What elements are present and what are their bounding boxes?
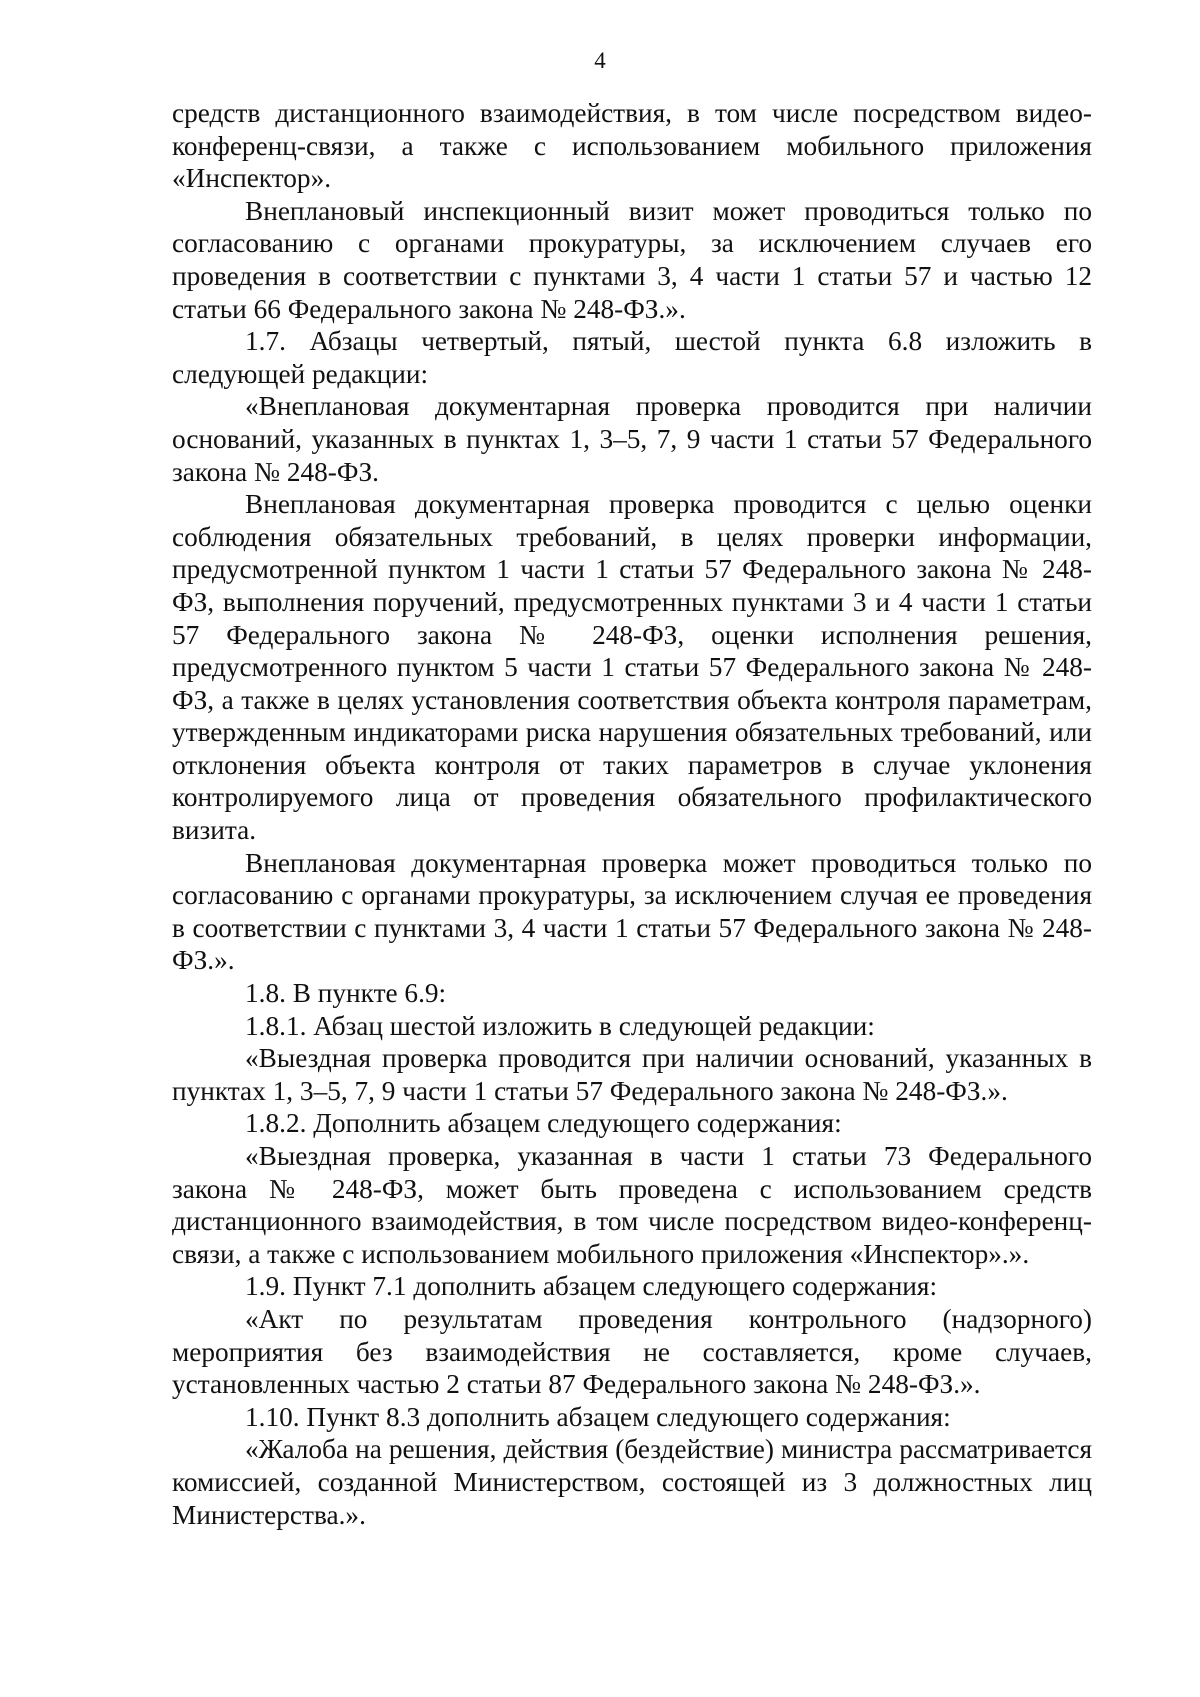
paragraph: 1.8.1. Абзац шестой изложить в следующей редакции: [245,1010,875,1041]
paragraph: «Выездная проверка, указанная в части 1 статьи 73 Федерального закона № 248-ФЗ, может быть проведена с использованием средств дистанционного взаимодействия, в том числе посредством видео-конференц-связи, а также с использованием мобильного приложения «Инспектор».». [172,1141,1092,1269]
paragraph: 1.8. В пункте 6.9: [245,978,447,1009]
paragraph: 1.8.2. Дополнить абзацем следующего содержания: [245,1108,842,1139]
paragraph: Внеплановая документарная проверка может проводиться только по согласованию с органами прокуратуры, за исключением случая ее проведения в соответствии с пунктами 3, 4 части 1 статьи 57 Федерального закона № 248-ФЗ.». [172,847,1092,976]
paragraph: 1.10. Пункт 8.3 дополнить абзацем следующего содержания: [245,1401,951,1432]
paragraph: Внеплановая документарная проверка проводится с целью оценки соблюдения обязательных требований, в целях проверки информации, предусмотренной пунктом 1 части 1 статьи 57 Федерального закона № 248-ФЗ, выполнения поручений, предусмотренных пунктами 3 и 4 части 1 статьи 57 Федерального закона № 248-ФЗ, оценки исполнения решения, предусмотренного пунктом 5 части 1 статьи 57 Федерального закона № 248-ФЗ, а также в целях установления соответствия объекта контроля параметрам, утвержденным индикаторами риска нарушения обязательных требований, или отклонения объекта контроля от таких параметров в случае уклонения контролируемого лица от проведения обязательного профилактического визита. [172,489,1092,846]
paragraph: «Жалоба на решения, действия (бездействие) министра рассматривается комиссией, созданной Министерством, состоящей из 3 должностных лиц Министерства.». [172,1434,1092,1530]
page-number: 4 [594,48,606,73]
paragraph: «Акт по результатам проведения контрольного (надзорного) мероприятия без взаимодействия не составляется, кроме случаев, установленных частью 2 статьи 87 Федерального закона № 248-ФЗ.». [172,1303,1092,1400]
paragraph: средств дистанционного взаимодействия, в том числе посредством видео-конференц-связи, а также с использованием мобильного приложения «Инспектор». [172,98,1092,194]
paragraph: Внеплановый инспекционный визит может проводиться только по согласованию с органами прокуратуры, за исключением случаев его проведения в соответствии с пунктами 3, 4 части 1 статьи 57 и частью 12 статьи 66 Федерального закона № 248-ФЗ.». [172,195,1092,324]
document-body [172,97,1092,1531]
paragraph: «Внеплановая документарная проверка проводится при наличии оснований, указанных в пунктах 1, 3–5, 7, 9 части 1 статьи 57 Федерального закона № 248-ФЗ. [172,391,1092,487]
paragraph: «Выездная проверка проводится при наличии оснований, указанных в пунктах 1, 3–5, 7, 9 части 1 статьи 57 Федерального закона № 248-ФЗ.». [172,1043,1092,1106]
paragraph: 1.7. Абзацы четвертый, пятый, шестой пункта 6.8 изложить в следующей редакции: [172,326,1092,389]
paragraph: 1.9. Пункт 7.1 дополнить абзацем следующего содержания: [245,1271,938,1302]
